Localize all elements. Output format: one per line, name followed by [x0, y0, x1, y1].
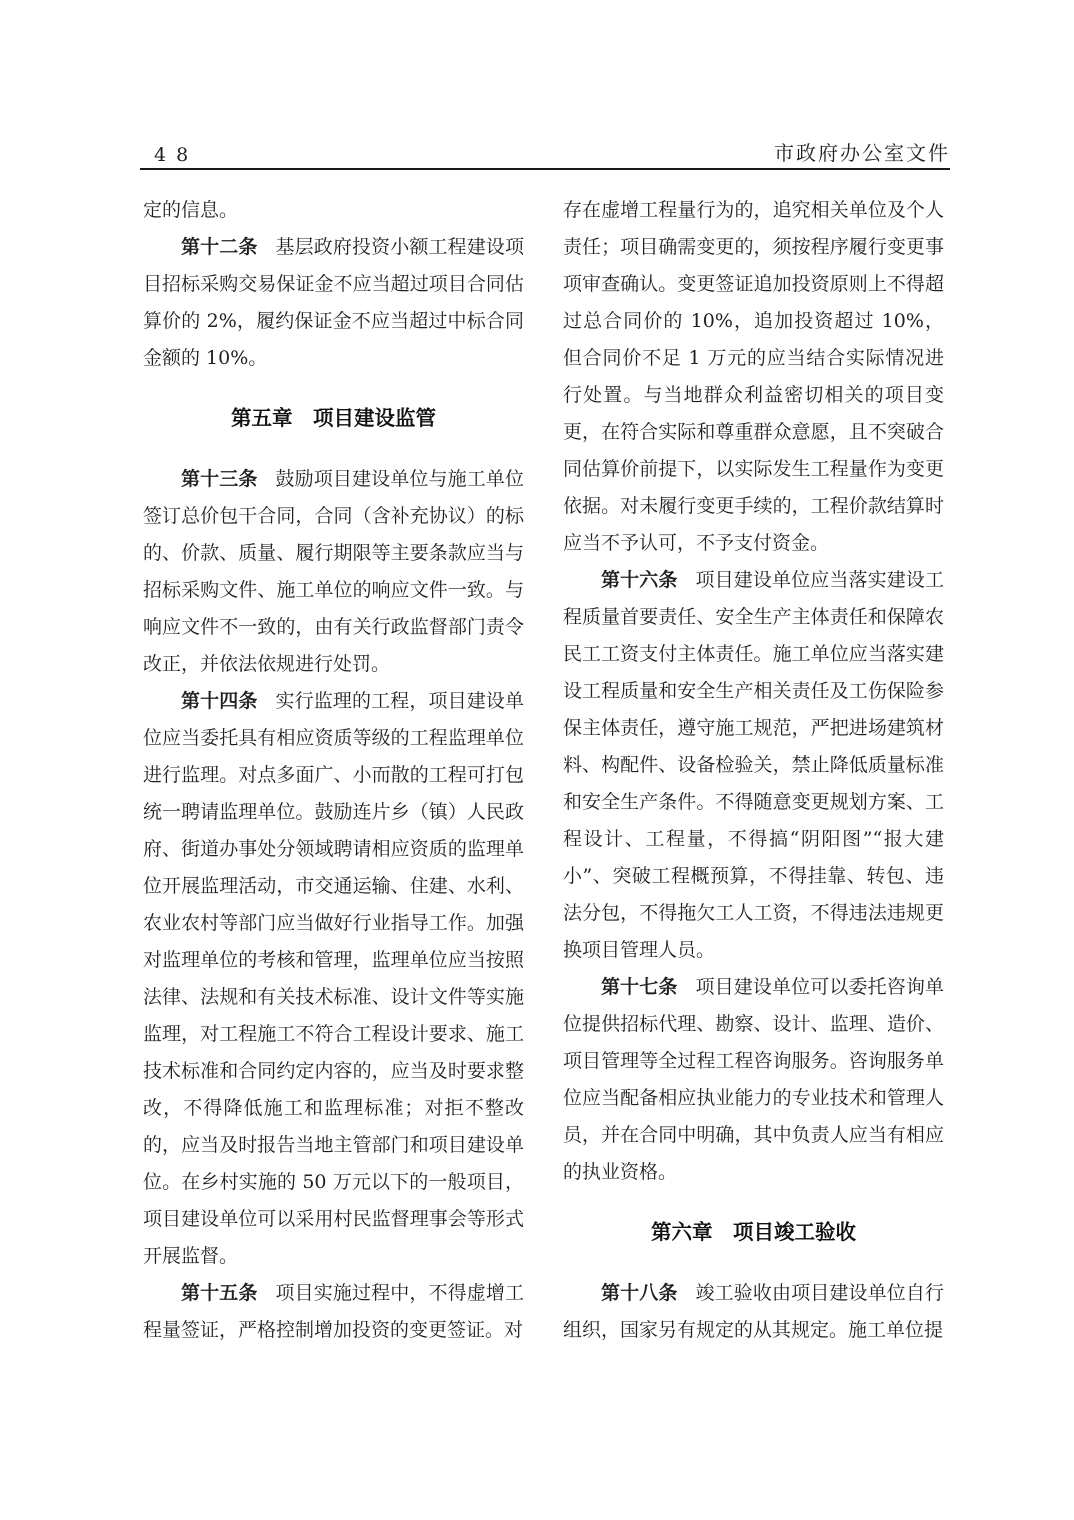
paragraph-text: 项目实施过程中，不得虚增工程量签证，严格控制增加投资的变更签证。对 — [143, 1282, 524, 1341]
paragraph-text: 鼓励项目建设单位与施工单位签订总价包干合同，合同（含补充协议）的标的、价款、质量、履行期限等主要条款应当与招标采购文件、施工单位的响应文件一致。与响应文件不一致的，由有关行政监督部门责令改正，并依法依规进行处罚。 — [143, 468, 524, 675]
document-body — [143, 192, 944, 1349]
paragraph-article-17 — [563, 969, 944, 1191]
chapter-5-heading: 第五章 项目建设监管 — [231, 406, 436, 430]
paragraph-text: 竣工验收由项目建设单位自行组织，国家另有规定的从其规定。施工单位提 — [563, 1282, 944, 1341]
paragraph-text: 基层政府投资小额工程建设项目招标采购交易保证金不应当超过项目合同估算价的 2%，履约保证金不应当超过中标合同金额的 10%。 — [143, 236, 524, 369]
article-label: 第十八条 — [601, 1282, 678, 1304]
article-label: 第十四条 — [181, 690, 258, 712]
paragraph-text: 实行监理的工程，项目建设单位应当委托具有相应资质等级的工程监理单位进行监理。对点多面广、小而散的工程可打包统一聘请监理单位。鼓励连片乡（镇）人民政府、街道办事处分领域聘请相应资质的监理单位开展监理活动，市交通运输、住建、水利、农业农村等部门应当做好行业指导工作。加强对监理单位的考核和管理，监理单位应当按照法律、法规和有关技术标准、设计文件等实施监理，对工程施工不符合工程设计要求、施工技术标准和合同约定内容的，应当及时要求整改，不得降低施工和监理标准；对拒不整改的，应当及时报告当地主管部门和项目建设单位。在乡村实施的 50 万元以下的一般项目，项目建设单位可以采用村民监督理事会等形式开展监督。 — [143, 690, 524, 1267]
paragraph-article-16 — [563, 562, 944, 969]
paragraph-continuation-right — [563, 192, 944, 562]
paragraph-text: 存在虚增工程量行为的，追究相关单位及个人责任；项目确需变更的，须按程序履行变更事项审查确认。变更签证追加投资原则上不得超过总合同价的 10%，追加投资超过 10%，但合同价不足 1 万元的应当结合实际情况进行处置。与当地群众利益密切相关的项目变更，在符合实际和尊重群众意愿，且不突破合同估算价前提下，以实际发生工程量作为变更依据。对未履行变更手续的，工程价款结算时应当不予认可，不予支付资金。 — [563, 199, 944, 554]
paragraph-article-14 — [143, 683, 524, 1275]
header-rule — [140, 168, 950, 170]
paragraph-article-13 — [143, 461, 524, 683]
page-number: 4 8 — [154, 144, 191, 166]
article-label: 第十六条 — [601, 569, 678, 591]
paragraph-article-15 — [143, 1275, 524, 1349]
article-label: 第十七条 — [601, 976, 678, 998]
article-label: 第十五条 — [181, 1282, 258, 1304]
article-label: 第十三条 — [181, 468, 258, 490]
paragraph-article-18 — [563, 1275, 944, 1349]
paragraph-continuation-left — [143, 192, 524, 229]
article-label: 第十二条 — [181, 236, 258, 258]
header-doc-label: 市政府办公室文件 — [774, 141, 950, 165]
paragraph-text: 项目建设单位可以委托咨询单位提供招标代理、勘察、设计、监理、造价、项目管理等全过程工程咨询服务。咨询服务单位应当配备相应执业能力的专业技术和管理人员，并在合同中明确，其中负责人应当有相应的执业资格。 — [563, 976, 944, 1183]
right-column — [563, 192, 944, 1349]
chapter-6-heading: 第六章 项目竣工验收 — [651, 1220, 856, 1244]
paragraph-text: 项目建设单位应当落实建设工程质量首要责任、安全生产主体责任和保障农民工工资支付主体责任。施工单位应当落实建设工程质量和安全生产相关责任及工伤保险参保主体责任，遵守施工规范，严把进场建筑材料、构配件、设备检验关，禁止降低质量标准和安全生产条件。不得随意变更规划方案、工程设计、工程量，不得搞“阴阳图”“报大建小”、突破工程概预算，不得挂靠、转包、违法分包，不得拖欠工人工资，不得违法违规更换项目管理人员。 — [563, 569, 944, 961]
page-header — [140, 132, 950, 166]
left-column — [143, 192, 524, 1349]
paragraph-article-12 — [143, 229, 524, 377]
paragraph-text: 定的信息。 — [143, 199, 239, 221]
